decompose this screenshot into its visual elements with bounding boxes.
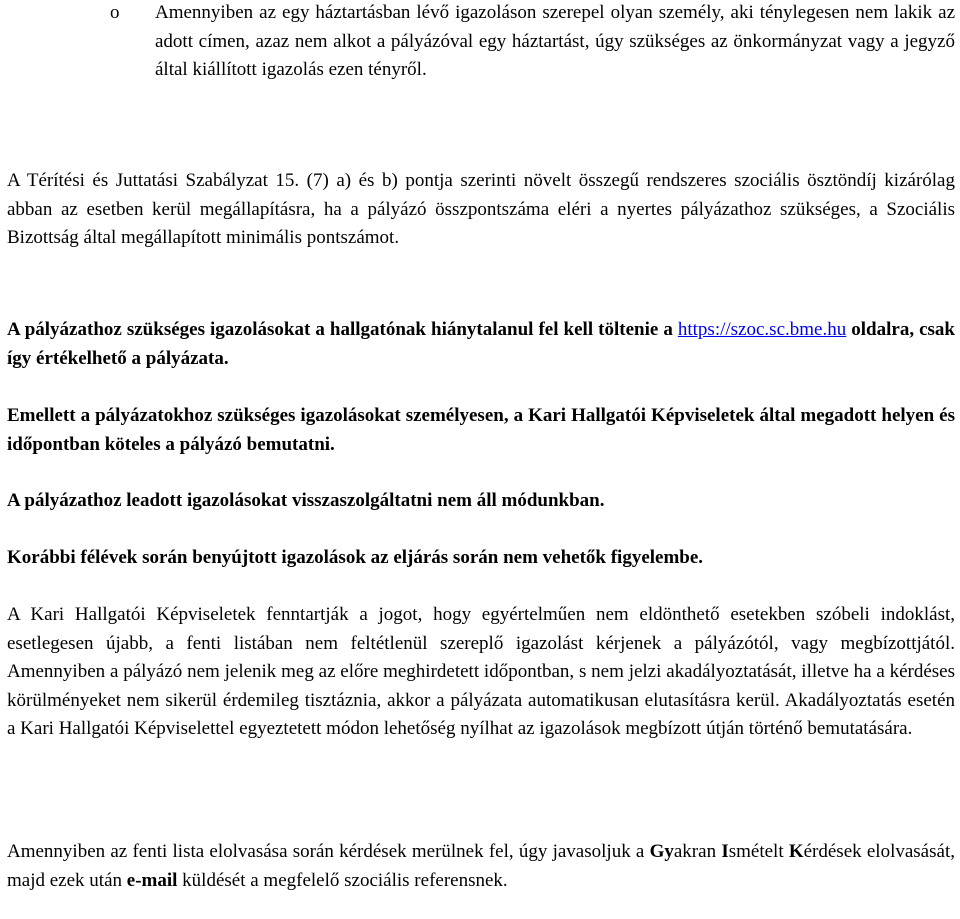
faq-bold-letters: I: [721, 841, 729, 862]
faq-bold-letters: K: [788, 841, 804, 862]
paragraph-rights: A Kari Hallgatói Képviseletek fenntartják a jogot, hogy egyértelműen nem eldönthető esetekben szóbeli indoklást, esetlegesen újabb, a fenti listában nem feltétlenül szereplő igazolást kérjenek a pályázótól, vagy megbízottjától. Amennyiben a pályázó nem jelenik meg az előre meghirdetett időpontban, s nem jelzi akadályoztatását, illetve ha a kérdéses körülményeket nem sikerül érdemileg tisztáznia, akkor a pályázata automatikusan elutasításra kerül. Akadályoztatás esetén a Kari Hallgatói Képviselettel egyeztetett módon lehetőség nyílhat az igazolások megbízott útján történő bemutatására.: [7, 604, 955, 740]
bullet-marker: o: [110, 2, 120, 23]
faq-text: smételt: [728, 841, 789, 862]
paragraph-in-person: Emellett a pályázatokhoz szükséges igazolásokat személyesen, a Kari Hallgatói Képviseletek által megadott helyen és időpontban köteles a pályázó bemutatni.: [7, 405, 955, 455]
submission-site-link[interactable]: https://szoc.sc.bme.hu: [677, 319, 847, 340]
faq-text: Amennyiben az fenti lista elolvasása során kérdések merülnek fel, úgy javasoljuk a: [7, 841, 650, 862]
upload-notice-text: A pályázathoz szükséges igazolásokat a hallgatónak hiánytalanul fel kell töltenie a: [7, 319, 678, 340]
faq-text: érdések elolvasását, majd ezek után: [7, 841, 955, 891]
paragraph-previous-semesters: Korábbi félévek során benyújtott igazolások az eljárás során nem vehetők figyelembe.: [7, 547, 704, 568]
paragraph-faq: [7, 838, 955, 895]
faq-bold-letters: Gy: [649, 841, 674, 862]
upload-notice-text-end: oldalra, csak így értékelhető a pályázata.: [7, 319, 955, 369]
paragraph-upload-notice: [7, 316, 955, 373]
paragraph-no-return: A pályázathoz leadott igazolásokat visszaszolgáltatni nem áll módunkban.: [7, 490, 605, 511]
faq-text: akran: [673, 841, 722, 862]
faq-text: küldését a megfelelő szociális referensnek.: [177, 869, 508, 891]
faq-bold-email: e-mail: [126, 869, 178, 891]
bullet-list-item: [110, 0, 955, 85]
paragraph-regulation: A Térítési és Juttatási Szabályzat 15. (7) a) és b) pontja szerinti növelt összegű rendszeres szociális ösztöndíj kizárólag abban az esetben kerül megállapításra, ha a pályázó összpontszáma eléri a nyertes pályázathoz szükséges, a Szociális Bizottság által megállapított minimális pontszámot.: [7, 170, 955, 249]
bullet-text: Amennyiben az egy háztartásban lévő igazoláson szerepel olyan személy, aki ténylegesen nem lakik az adott címen, azaz nem alkot a pályázóval egy háztartást, úgy szükséges az önkormányzat vagy a jegyző által kiállított igazolás ezen tényről.: [155, 2, 955, 81]
